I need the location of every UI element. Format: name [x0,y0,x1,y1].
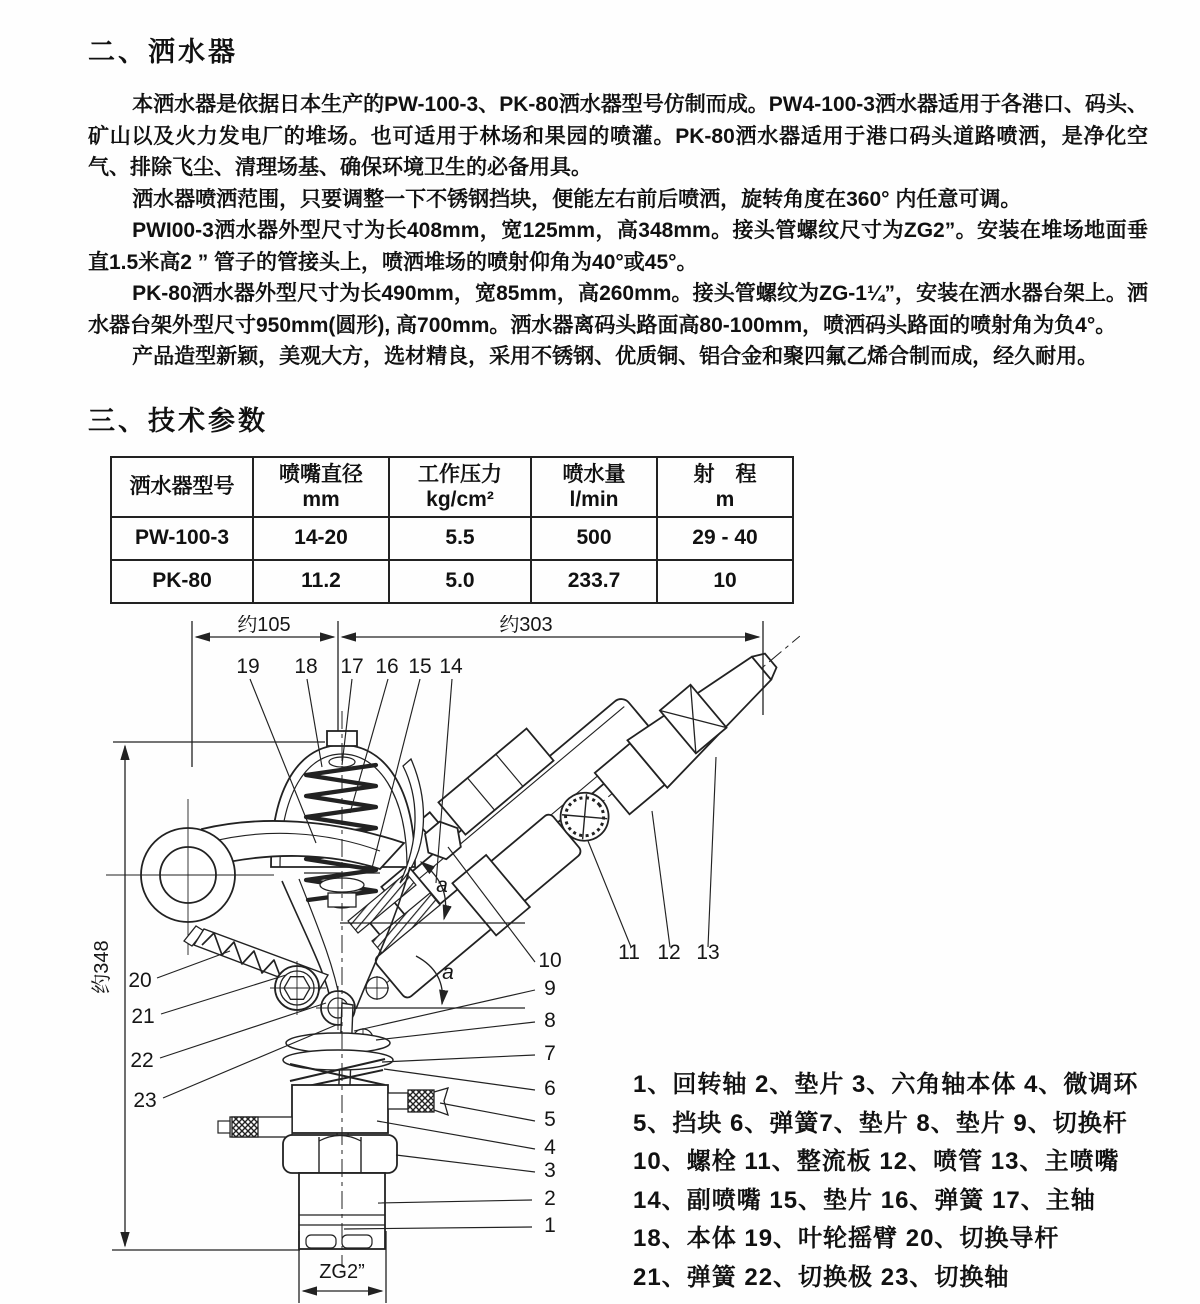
stop-block-plug [408,1090,434,1112]
callout-6: 6 [544,1077,556,1100]
angle-label-a1: a [436,874,448,897]
callout-20: 20 [128,969,152,992]
callout-23: 23 [133,1089,157,1112]
callout-10: 10 [538,949,562,972]
paragraph: 本洒水器是依据日本生产的PW-100-3、PK-80洒水器型号仿制而成。PW4-100-3洒水器适用于各港口、码头、矿山以及火力发电厂的堆场。也可适用于林场和果园的喷灌。PK-80洒水器适用于港口码头道路喷洒，是净化空气、排除飞尘、清理场基、确保环境卫生的必备用具。 [88,93,1148,179]
cell-nozzle-dia: 14-20 [253,517,389,560]
sprinkler-description [88,89,1148,373]
cell-nozzle-dia: 11.2 [253,560,389,603]
callout-11: 11 [618,941,640,964]
callout-19: 19 [236,655,260,678]
cell-range: 10 [657,560,793,603]
callout-21: 21 [131,1005,155,1028]
callout-8: 8 [544,1009,556,1032]
col-header-flow: 喷水量 l/min [531,457,657,517]
hex-nut [283,1135,397,1173]
table-row [111,560,793,603]
callout-3: 3 [544,1159,556,1182]
cell-pressure: 5.0 [389,560,531,603]
section-heading-specs: 三、技术参数 [88,405,268,436]
specs-table [110,456,794,604]
callout-7: 7 [544,1042,556,1065]
paragraph: 产品造型新颖，美观大方，选材精良，采用不锈钢、优质铜、铝合金和聚四氟乙烯合制而成，经久耐用。 [132,345,1099,368]
col-header-range: 射 程 m [657,457,793,517]
col-header-pressure: 工作压力 kg/cm² [389,457,531,517]
parts-list-line: 5、挡块 6、弹簧7、垫片 8、垫片 9、切换杆 [633,1109,1128,1137]
paragraph: PWI00-3洒水器外型尺寸为长408mm，宽125mm，高348mm。接头管螺纹尺寸为ZG2”。安装在堆场地面垂直1.5米高2 ” 管子的管接头上，喷洒堆场的喷射仰角为40°或45°。 [88,219,1148,274]
section-heading-sprinkler: 二、洒水器 [88,37,238,67]
parts-list-line: 21、弹簧 22、切换极 23、切换轴 [633,1263,1010,1291]
cell-pressure: 5.5 [389,517,531,560]
col-header-nozzle-dia: 喷嘴直径 mm [253,457,389,517]
callout-14: 14 [439,655,463,678]
angle-label-a2: a [442,961,454,984]
table-header-row [111,457,793,517]
callout-5: 5 [544,1108,556,1131]
callout-16: 16 [375,655,399,678]
parts-list-line: 1、回转轴 2、垫片 3、六角轴本体 4、微调环 [633,1071,1139,1098]
cell-model: PW-100-3 [111,517,253,560]
callout-18: 18 [294,655,318,678]
cell-model: PK-80 [111,560,253,603]
callout-2: 2 [544,1187,556,1210]
callout-15: 15 [408,655,432,678]
parts-list-line: 14、副喷嘴 15、垫片 16、弹簧 17、主轴 [633,1186,1096,1214]
callout-12: 12 [657,941,681,964]
paragraph: PK-80洒水器外型尺寸为长490mm，宽85mm，高260mm。接头管螺纹为ZG-1¼”，安装在洒水器台架上。洒水器台架外型尺寸950mm(圆形), 高700mm。洒水器离码头路面高80-100mm，喷洒码头路面的喷射角为负4°。 [88,282,1148,337]
callout-13: 13 [696,941,720,964]
parts-list-line: 10、螺栓 11、整流板 12、喷管 13、主喷嘴 [633,1148,1120,1175]
parts-list [633,1066,1138,1297]
cell-flow: 500 [531,517,657,560]
dim-label-348: 约348 [91,940,113,994]
callout-17: 17 [340,655,364,678]
dim-label-303: 约303 [499,615,553,636]
document-body [0,0,1200,604]
paragraph: 洒水器喷洒范围，只要调整一下不锈钢挡块，便能左右前后喷洒，旋转角度在360° 内任意可调。 [132,187,1022,211]
col-header-model: 洒水器型号 [111,457,253,517]
dim-label-zg2: ZG2” [319,1261,365,1283]
dim-label-105: 约105 [237,615,291,636]
cell-range: 29 - 40 [657,517,793,560]
callout-9: 9 [544,977,556,1000]
cell-flow: 233.7 [531,560,657,603]
table-row [111,517,793,560]
callout-1: 1 [544,1214,556,1237]
side-plug [232,1117,258,1137]
callout-4: 4 [544,1136,556,1159]
parts-list-line: 18、本体 19、叶轮摇臂 20、切换导杆 [633,1225,1060,1252]
fine-adjust-body [292,1085,388,1133]
callout-22: 22 [130,1049,154,1072]
